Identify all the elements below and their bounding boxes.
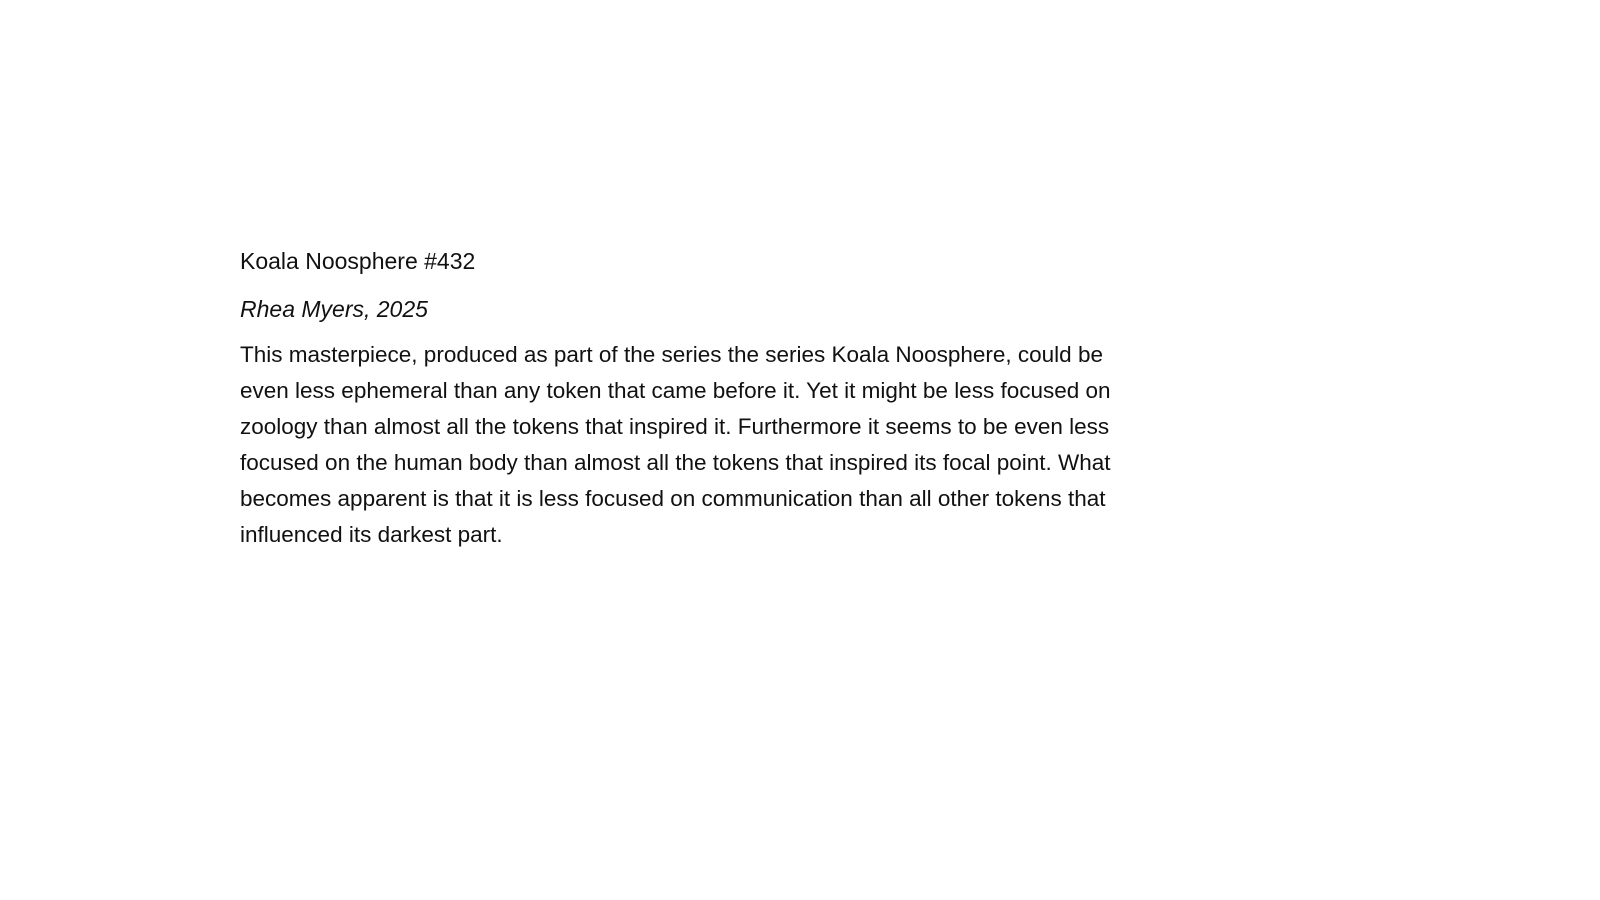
artwork-title: Koala Noosphere #432: [240, 248, 476, 274]
artwork-info: [240, 246, 1120, 553]
artist-byline: Rhea Myers, 2025: [240, 296, 428, 322]
artwork-description: This masterpiece, produced as part of the series the series Koala Noosphere, could be even less ephemeral than any token that came before it. Yet it might be less focused on zoology than almost all the tokens that inspired it. Furthermore it seems to be even less focused on the human body than almost all the tokens that inspired its focal point. What becomes apparent is that it is less focused on communication than all other tokens that influenced its darkest part.: [240, 342, 1111, 547]
